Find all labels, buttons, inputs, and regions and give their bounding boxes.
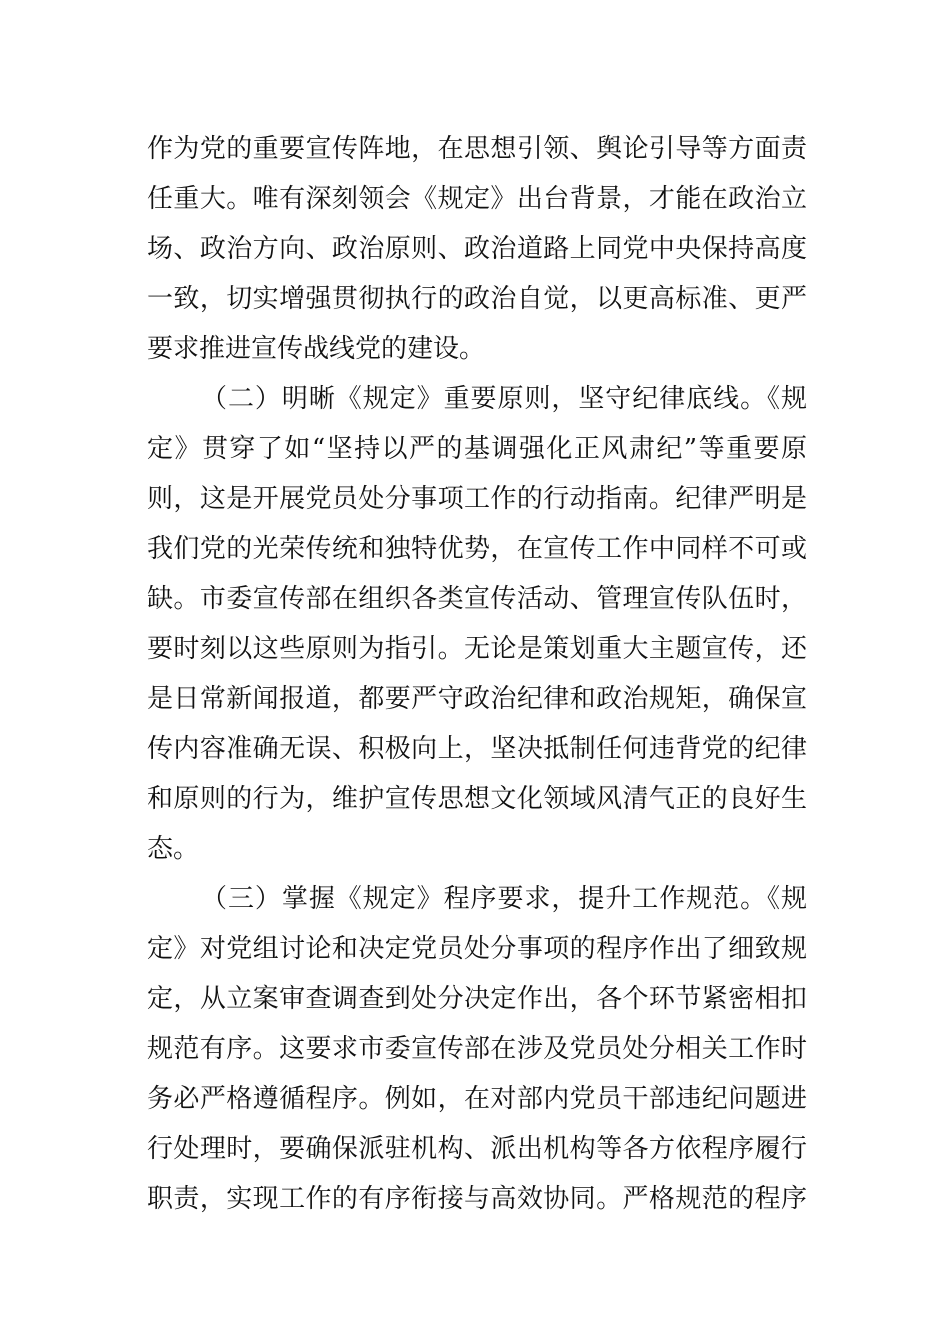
text-line: 场、政治方向、政治原则、政治道路上同党中央保持高度 [147, 234, 807, 264]
text-line: 和原则的行为，维护宣传思想文化领域风清气正的良好生 [147, 784, 807, 814]
text-line: 定，从立案审查调查到处分决定作出，各个环节紧密相扣 [147, 984, 807, 1014]
text-line: 务必严格遵循程序。例如，在对部内党员干部违纪问题进 [147, 1084, 807, 1114]
text-line: 缺。市委宣传部在组织各类宣传活动、管理宣传队伍时， [147, 584, 807, 614]
text-line: 行处理时，要确保派驻机构、派出机构等各方依程序履行 [147, 1134, 807, 1164]
paragraph-first-line: （三）掌握《规定》程序要求，提升工作规范。《规 [201, 884, 807, 914]
text-line: 要时刻以这些原则为指引。无论是策划重大主题宣传，还 [147, 634, 807, 664]
text-line: 定》贯穿了如“坚持以严的基调强化正风肃纪”等重要原 [147, 434, 807, 464]
text-line: 我们党的光荣传统和独特优势，在宣传工作中同样不可或 [147, 534, 807, 564]
text-line: 职责，实现工作的有序衔接与高效协同。严格规范的程序 [147, 1184, 807, 1214]
paragraph-first-line: （二）明晰《规定》重要原则，坚守纪律底线。《规 [201, 384, 807, 414]
text-line: 则，这是开展党员处分事项工作的行动指南。纪律严明是 [147, 484, 807, 514]
text-line: 任重大。唯有深刻领会《规定》出台背景，才能在政治立 [147, 184, 807, 214]
text-line: 作为党的重要宣传阵地，在思想引领、舆论引导等方面责 [147, 134, 807, 164]
text-line: 定》对党组讨论和决定党员处分事项的程序作出了细致规 [147, 934, 807, 964]
text-line: 一致，切实增强贯彻执行的政治自觉，以更高标准、更严 [147, 284, 807, 314]
text-line: 是日常新闻报道，都要严守政治纪律和政治规矩，确保宣 [147, 684, 807, 714]
text-line: 规范有序。这要求市委宣传部在涉及党员处分相关工作时 [147, 1034, 807, 1064]
text-line: 态。 [147, 834, 200, 864]
text-line: 传内容准确无误、积极向上，坚决抵制任何违背党的纪律 [147, 734, 807, 764]
text-line: 要求推进宣传战线党的建设。 [147, 334, 486, 364]
